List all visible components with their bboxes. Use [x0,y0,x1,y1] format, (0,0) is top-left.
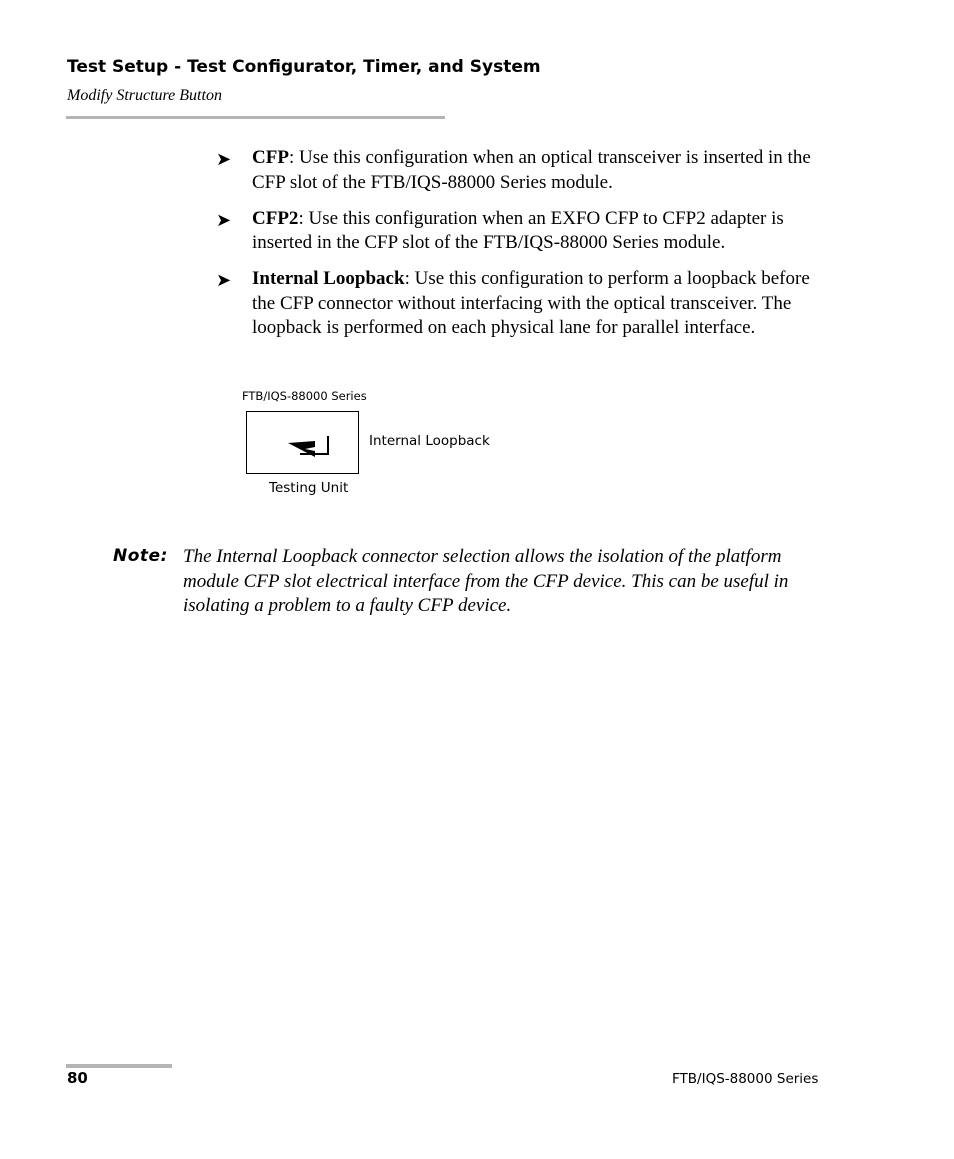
note-text: The Internal Loopback connector selection allows the isolation of the platform module CFP slot electrical interface from the CFP device. This can be useful in isolating a problem to a faulty CFP device. [183,546,789,616]
bullet-text: : Use this configuration when an optical transceiver is inserted in the CFP slot of the FTB/IQS-88000 Series module. [252,147,811,193]
bullet-term: Internal Loopback [252,268,405,289]
page-header-subtitle: Modify Structure Button [67,87,222,104]
loopback-arrow-icon [247,412,358,473]
bullet-text: : Use this configuration when an EXFO CFP to CFP2 adapter is inserted in the CFP slot of the FTB/IQS-88000 Series module. [252,207,784,253]
bullet-text: : Use this configuration to perform a loopback before the CFP connector without interfacing with the optical transceiver. The loopback is performed on each physical lane for parallel interface. [252,268,810,338]
bullet-arrow-icon: ➤ [216,149,232,169]
bullet-arrow-icon: ➤ [216,209,232,230]
diagram-device-label: FTB/IQS-88000 Series [242,389,367,403]
bullet-term: CFP [252,147,289,168]
diagram-unit-label: Testing Unit [269,480,349,496]
footer-divider [66,1064,172,1068]
note-label: Note: [113,546,168,566]
page-number: 80 [67,1069,88,1087]
header-divider [66,116,445,119]
bullet-term: CFP2 [252,207,299,229]
configuration-options-list [216,146,821,352]
page-header-title: Test Setup - Test Configurator, Timer, and System [67,57,541,77]
footer-product-name: FTB/IQS-88000 Series [672,1071,819,1087]
list-item-cfp [216,146,821,195]
diagram-loopback-label: Internal Loopback [369,433,490,449]
list-item-cfp2 [216,207,821,256]
bullet-arrow-icon: ➤ [216,270,232,290]
list-item-internal-loopback [216,267,821,341]
testing-unit-box [246,411,359,474]
